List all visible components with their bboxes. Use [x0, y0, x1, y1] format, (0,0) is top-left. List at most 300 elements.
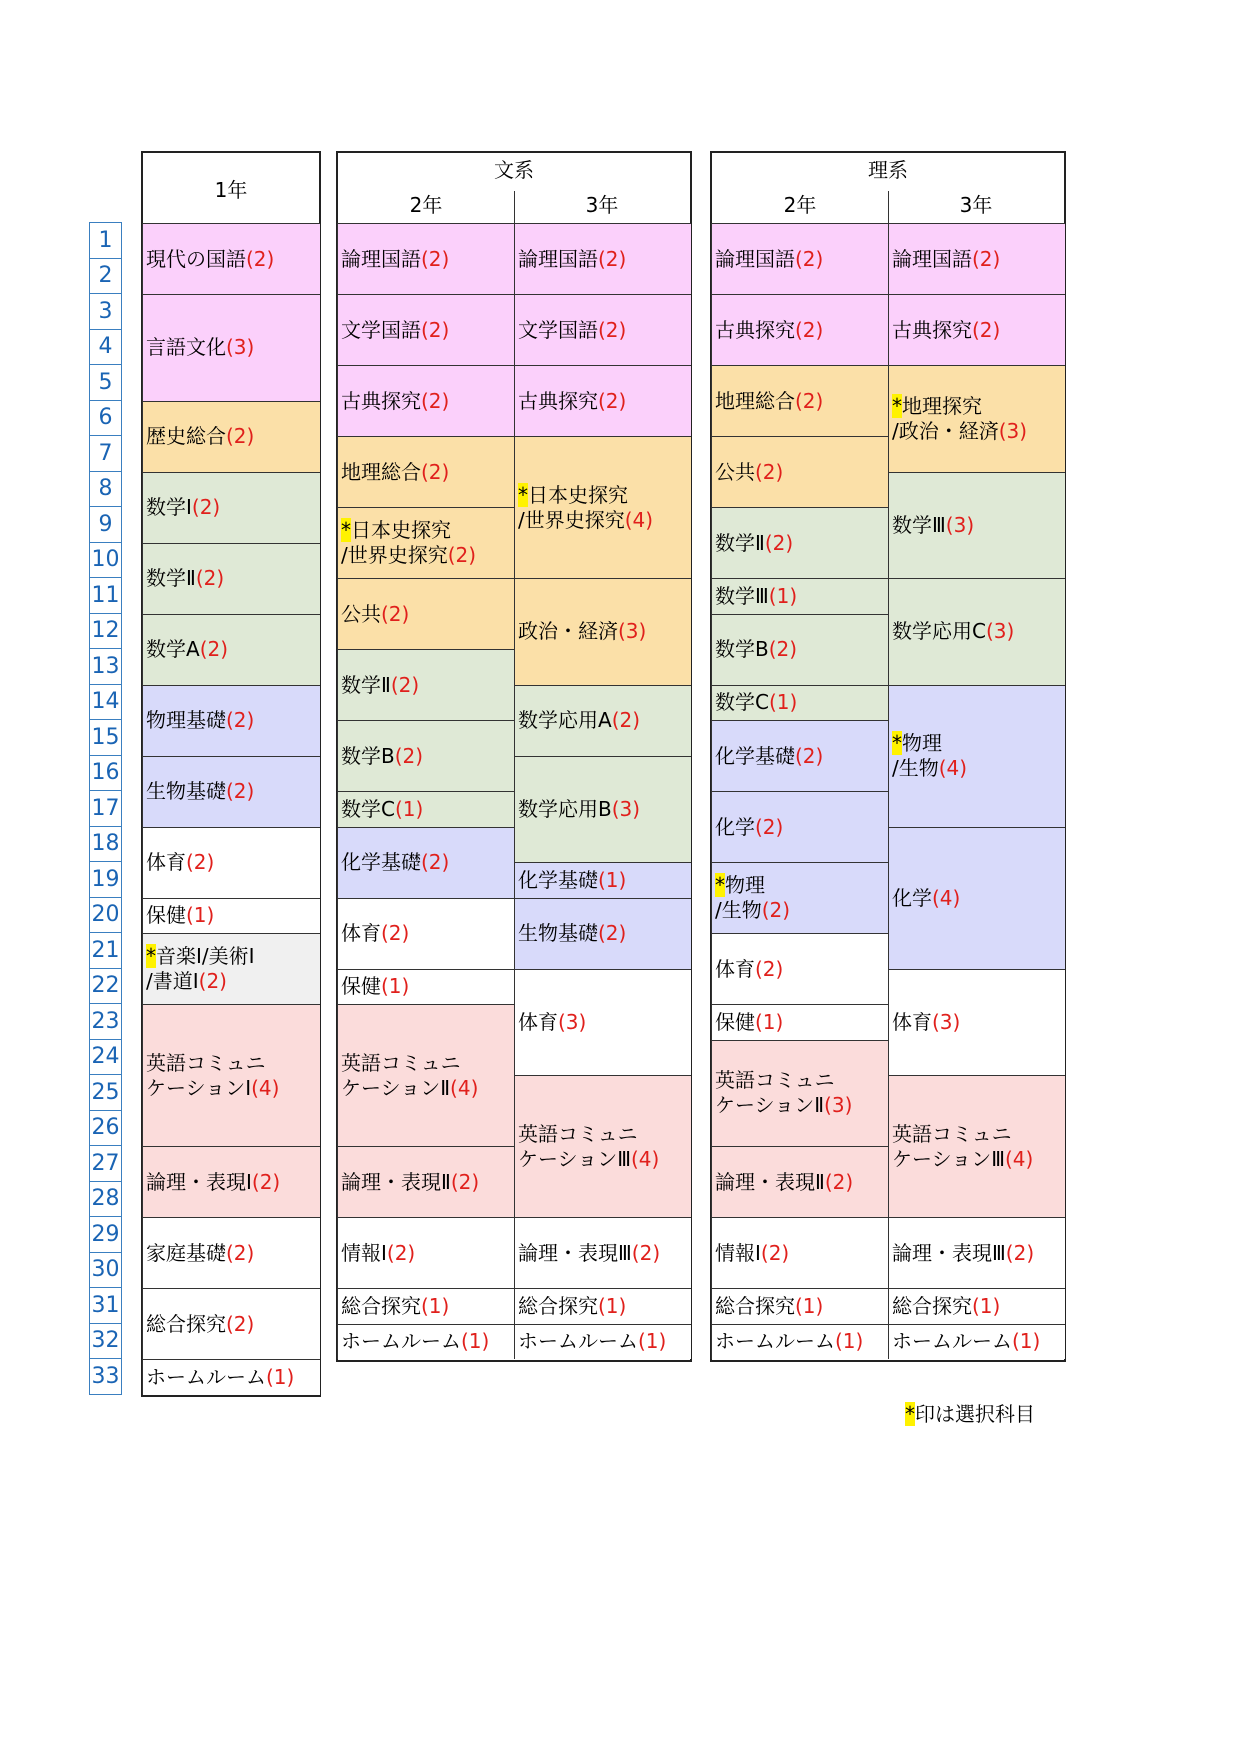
subject-cell	[337, 1288, 514, 1324]
credit-count: (1)	[461, 1329, 490, 1354]
subject-name: ケーションⅡ	[715, 1093, 825, 1118]
subject-name: /生物	[892, 756, 939, 780]
row-number: 4	[89, 329, 122, 366]
subject-cell	[888, 1288, 1065, 1324]
credit-count: (1)	[768, 583, 798, 608]
subject-name: ホームルーム	[715, 1329, 835, 1354]
subject-line	[146, 1051, 320, 1076]
row-number: 7	[89, 435, 122, 472]
subject-cell	[514, 1324, 691, 1360]
subject-cell	[711, 507, 888, 578]
subject-name: 体育	[146, 850, 186, 874]
subject-name: /世界史探究	[341, 543, 448, 567]
row-number: 16	[89, 755, 122, 792]
credit-count: (2)	[824, 1169, 854, 1194]
elective-star: *	[715, 873, 725, 897]
credit-count: (1)	[421, 1293, 450, 1318]
credit-count: (2)	[795, 388, 824, 413]
subject-line	[715, 531, 888, 556]
subject-line	[892, 1122, 1065, 1147]
subject-line	[146, 1312, 320, 1337]
credit-count: (1)	[381, 974, 410, 999]
subject-cell	[711, 1040, 888, 1147]
subject-name: 化学基礎	[715, 743, 795, 768]
subject-cell	[337, 1146, 514, 1217]
subject-line	[146, 850, 320, 875]
subject-cell	[142, 898, 320, 934]
credit-count: (1)	[1012, 1329, 1041, 1354]
subject-cell	[711, 1288, 888, 1324]
subject-line	[518, 1329, 691, 1354]
row-number: 10	[89, 542, 122, 579]
subject-line	[146, 944, 320, 969]
subject-name: 論理・表現Ⅲ	[892, 1240, 1006, 1265]
subject-line	[341, 543, 514, 568]
rikei-table	[710, 151, 1066, 1362]
subject-cell	[711, 791, 888, 862]
subject-name: /政治・経済	[892, 418, 999, 443]
subject-line	[341, 247, 514, 272]
subject-line	[146, 969, 320, 994]
subject-name: 化学基礎	[518, 867, 598, 892]
row-number: 27	[89, 1145, 122, 1182]
subject-cell	[711, 578, 888, 614]
bunkei-year2-header: 2年	[409, 192, 443, 217]
subject-name: ホームルーム	[146, 1364, 266, 1389]
credit-count: (2)	[598, 388, 627, 413]
subject-cell	[514, 969, 691, 1076]
subject-name: 物理基礎	[146, 708, 226, 732]
credit-count: (2)	[795, 743, 824, 768]
subject-cell	[514, 1288, 691, 1324]
subject-cell	[142, 401, 320, 472]
subject-cell	[514, 223, 691, 294]
subject-name: ケーションⅠ	[146, 1075, 252, 1100]
subject-cell	[514, 436, 691, 578]
subject-name: 文学国語	[341, 317, 421, 342]
credit-count: (2)	[226, 1240, 255, 1265]
subject-line	[341, 460, 514, 485]
subject-line	[715, 898, 888, 923]
credit-count: (2)	[394, 743, 424, 768]
row-number: 21	[89, 932, 122, 969]
credit-count: (2)	[226, 1311, 255, 1336]
credit-count: (3)	[558, 1009, 587, 1034]
credit-count: (1)	[598, 867, 627, 892]
credit-count: (2)	[755, 814, 784, 839]
subject-cell	[711, 436, 888, 507]
credit-count: (2)	[972, 246, 1001, 271]
credit-count: (2)	[421, 459, 450, 484]
subject-name: 化学	[892, 885, 932, 910]
subject-line	[146, 1076, 320, 1101]
subject-name: 数学A	[146, 637, 200, 661]
subject-cell	[337, 436, 514, 507]
subject-line	[715, 1068, 888, 1093]
row-number: 25	[89, 1074, 122, 1111]
subject-line	[146, 903, 320, 928]
elective-star: *	[518, 482, 528, 507]
subject-name: 数学Ⅱ	[341, 672, 391, 697]
subject-line	[341, 1076, 514, 1101]
subject-cell	[514, 1075, 691, 1217]
subject-line	[518, 619, 691, 644]
subject-cell	[888, 365, 1065, 472]
subject-line	[146, 637, 320, 662]
row-number: 15	[89, 719, 122, 756]
subject-line	[518, 318, 691, 343]
subject-name: 総合探究	[892, 1293, 972, 1318]
rikei-header: 理系	[868, 157, 908, 182]
subject-line	[715, 1010, 888, 1035]
credit-count: (4)	[631, 1146, 660, 1171]
subject-cell	[337, 294, 514, 365]
subject-name: ホームルーム	[518, 1329, 638, 1354]
subject-cell	[514, 294, 691, 365]
credit-count: (3)	[618, 619, 647, 644]
subject-line	[715, 744, 888, 769]
subject-name: 公共	[341, 601, 381, 626]
subject-cell	[337, 1004, 514, 1146]
subject-cell	[888, 294, 1065, 365]
row-number: 31	[89, 1287, 122, 1324]
subject-line	[146, 1365, 320, 1390]
row-number: 23	[89, 1003, 122, 1040]
subject-line	[341, 518, 514, 543]
subject-name: 英語コミュニ	[341, 1050, 461, 1075]
subject-line	[518, 1122, 691, 1147]
subject-line	[146, 779, 320, 804]
subject-line	[146, 566, 320, 591]
subject-cell	[514, 365, 691, 436]
subject-name: 情報Ⅰ	[715, 1240, 761, 1265]
subject-cell	[711, 614, 888, 685]
subject-line	[892, 886, 1065, 911]
credit-count: (2)	[381, 601, 410, 626]
subject-cell	[711, 1146, 888, 1217]
subject-line	[146, 424, 320, 449]
elective-star: *	[892, 731, 902, 755]
subject-line	[715, 389, 888, 414]
subject-name: 化学	[715, 814, 755, 839]
credit-count: (2)	[598, 921, 627, 945]
subject-cell	[711, 1324, 888, 1360]
subject-cell	[514, 578, 691, 685]
credit-count: (2)	[226, 424, 255, 448]
subject-cell	[142, 472, 320, 543]
credit-count: (2)	[755, 956, 784, 981]
subject-name: 英語コミュニ	[518, 1121, 638, 1146]
subject-name: 古典探究	[341, 388, 421, 413]
subject-cell	[142, 543, 320, 614]
subject-name: 言語文化	[146, 335, 226, 360]
subject-name: 総合探究	[715, 1293, 795, 1318]
credit-count: (1)	[768, 690, 798, 715]
subject-name: 情報Ⅰ	[341, 1240, 387, 1265]
subject-name: 数学Ⅲ	[715, 583, 769, 608]
elective-star: *	[892, 393, 902, 418]
subject-cell	[888, 1075, 1065, 1217]
credit-count: (1)	[266, 1364, 295, 1389]
credit-count: (2)	[251, 1169, 281, 1194]
subject-cell	[142, 1359, 320, 1395]
subject-name: 英語コミュニ	[715, 1068, 835, 1093]
subject-name: 体育	[715, 956, 755, 981]
subject-line	[341, 1170, 514, 1195]
subject-cell	[337, 649, 514, 720]
credit-count: (2)	[795, 317, 824, 342]
subject-name: 数学応用B	[518, 796, 612, 821]
subject-cell	[711, 685, 888, 721]
subject-name: 物理	[725, 873, 765, 897]
subject-cell	[711, 365, 888, 436]
subject-line	[341, 921, 514, 946]
row-number: 20	[89, 897, 122, 934]
subject-name: 地理総合	[715, 388, 795, 413]
subject-line	[518, 1294, 691, 1319]
subject-cell	[711, 933, 888, 1004]
subject-name: ホームルーム	[341, 1329, 461, 1354]
subject-cell	[337, 507, 514, 578]
row-number: 22	[89, 968, 122, 1005]
subject-line	[715, 873, 888, 898]
subject-cell	[337, 578, 514, 649]
subject-name: 生物基礎	[146, 779, 226, 803]
subject-name: ケーションⅢ	[892, 1146, 1005, 1171]
subject-line	[892, 1241, 1065, 1266]
subject-line	[341, 974, 514, 999]
elective-note	[905, 1398, 1035, 1427]
subject-line	[892, 247, 1065, 272]
subject-line	[892, 731, 1065, 756]
subject-cell	[142, 223, 320, 294]
subject-name: 化学基礎	[341, 850, 421, 874]
subject-cell	[514, 1217, 691, 1288]
credit-count: (2)	[191, 495, 221, 519]
subject-name: 古典探究	[892, 317, 972, 342]
subject-name: 総合探究	[146, 1311, 226, 1336]
credit-count: (2)	[390, 672, 420, 697]
subject-name: 保健	[715, 1009, 755, 1034]
subject-name: 物理	[902, 731, 942, 755]
rikei-year2-header: 2年	[783, 192, 817, 217]
subject-cell	[888, 1217, 1065, 1288]
subject-cell	[888, 1324, 1065, 1360]
subject-line	[892, 1010, 1065, 1035]
credit-count: (1)	[795, 1293, 824, 1318]
subject-line	[341, 1294, 514, 1319]
subject-line	[341, 1241, 514, 1266]
subject-line	[715, 460, 888, 485]
credit-count: (2)	[198, 969, 227, 993]
subject-line	[146, 1170, 320, 1195]
row-number: 19	[89, 861, 122, 898]
subject-line	[146, 247, 320, 272]
subject-name: 日本史探究	[528, 482, 628, 507]
subject-cell	[337, 898, 514, 969]
subject-name: 数学Ⅲ	[892, 512, 946, 537]
credit-count: (2)	[386, 1240, 416, 1265]
subject-name: 生物基礎	[518, 921, 598, 945]
subject-line	[341, 602, 514, 627]
credit-count: (2)	[195, 566, 225, 590]
credit-count: (4)	[251, 1075, 280, 1100]
subject-line	[146, 708, 320, 733]
subject-line	[146, 495, 320, 520]
star-marker: *	[905, 1402, 915, 1426]
bunkei-table	[336, 151, 692, 1362]
subject-line	[715, 1093, 888, 1118]
bunkei-header: 文系	[494, 157, 534, 182]
subject-cell	[142, 933, 320, 1004]
row-number: 26	[89, 1110, 122, 1147]
subject-line	[715, 815, 888, 840]
credit-count: (2)	[421, 388, 450, 413]
subject-name: 政治・経済	[518, 619, 618, 644]
subject-cell	[142, 614, 320, 685]
subject-cell	[142, 1146, 320, 1217]
credit-count: (2)	[795, 246, 824, 271]
subject-name: 古典探究	[715, 317, 795, 342]
subject-name: 英語コミュニ	[892, 1121, 1012, 1146]
credit-count: (2)	[447, 543, 477, 567]
subject-name: 数学B	[341, 743, 395, 768]
subject-line	[892, 619, 1065, 644]
credit-count: (2)	[761, 898, 791, 922]
subject-name: 公共	[715, 459, 755, 484]
subject-name: 英語コミュニ	[146, 1050, 266, 1075]
credit-count: (3)	[985, 619, 1015, 644]
subject-cell	[514, 862, 691, 898]
subject-name: 総合探究	[341, 1293, 421, 1318]
subject-name: 数学Ⅰ	[146, 495, 192, 519]
credit-count: (1)	[755, 1009, 784, 1034]
subject-name: 家庭基礎	[146, 1240, 226, 1265]
subject-cell	[711, 294, 888, 365]
credit-count: (3)	[932, 1009, 961, 1034]
subject-cell	[142, 294, 320, 401]
elective-star: *	[146, 944, 156, 968]
subject-line	[892, 1329, 1065, 1354]
subject-cell	[337, 1324, 514, 1360]
subject-line	[341, 1051, 514, 1076]
subject-name: 音楽Ⅰ/美術Ⅰ	[156, 944, 255, 968]
row-number: 13	[89, 648, 122, 685]
credit-count: (4)	[624, 507, 654, 532]
year1-table	[141, 151, 321, 1397]
note-text: 印は選択科目	[915, 1402, 1035, 1426]
subject-cell	[142, 756, 320, 827]
subject-line	[715, 957, 888, 982]
credit-count: (1)	[835, 1329, 864, 1354]
subject-line	[518, 247, 691, 272]
credit-count: (1)	[598, 1293, 627, 1318]
row-number: 8	[89, 471, 122, 508]
subject-line	[146, 335, 320, 360]
subject-name: 数学Ⅱ	[146, 566, 196, 590]
subject-cell	[711, 720, 888, 791]
subject-cell	[337, 720, 514, 791]
credit-count: (2)	[1005, 1240, 1035, 1265]
subject-cell	[337, 365, 514, 436]
subject-cell	[888, 827, 1065, 969]
subject-name: 地理総合	[341, 459, 421, 484]
subject-name: 論理・表現Ⅲ	[518, 1240, 632, 1265]
credit-count: (2)	[421, 850, 450, 874]
subject-cell	[337, 1217, 514, 1288]
subject-line	[341, 850, 514, 875]
subject-line	[892, 513, 1065, 538]
row-number: 12	[89, 613, 122, 650]
credit-count: (4)	[1005, 1146, 1034, 1171]
subject-line	[715, 1329, 888, 1354]
subject-name: /生物	[715, 898, 762, 922]
elective-star: *	[341, 518, 351, 542]
row-number: 17	[89, 790, 122, 827]
subject-name: 論理・表現Ⅰ	[146, 1169, 252, 1194]
credit-count: (3)	[226, 335, 255, 360]
credit-count: (2)	[631, 1240, 661, 1265]
subject-cell	[142, 1288, 320, 1359]
subject-cell	[888, 685, 1065, 827]
credit-count: (2)	[421, 317, 450, 342]
credit-count: (2)	[611, 708, 641, 732]
year1-header: 1年	[214, 177, 248, 202]
credit-count: (2)	[450, 1169, 480, 1194]
subject-cell	[142, 1217, 320, 1288]
row-number: 18	[89, 826, 122, 863]
subject-name: 体育	[518, 1009, 558, 1034]
credit-count: (2)	[598, 246, 627, 271]
subject-line	[518, 921, 691, 946]
subject-line	[518, 483, 691, 508]
subject-line	[892, 419, 1065, 444]
credit-count: (1)	[394, 796, 424, 821]
credit-count: (2)	[186, 850, 215, 874]
credit-count: (4)	[450, 1075, 479, 1100]
row-number: 5	[89, 364, 122, 401]
subject-line	[341, 744, 514, 769]
credit-count: (2)	[760, 1240, 790, 1265]
subject-line	[518, 708, 691, 733]
subject-name: 体育	[892, 1009, 932, 1034]
subject-line	[341, 673, 514, 698]
subject-cell	[514, 685, 691, 756]
subject-name: 論理・表現Ⅱ	[715, 1169, 825, 1194]
subject-cell	[888, 969, 1065, 1076]
subject-name: ケーションⅡ	[341, 1075, 451, 1100]
subject-name: 論理・表現Ⅱ	[341, 1169, 451, 1194]
row-number: 29	[89, 1216, 122, 1253]
row-number: 28	[89, 1181, 122, 1218]
subject-name: 数学C	[341, 796, 395, 821]
credit-count: (2)	[226, 779, 255, 803]
row-number: 2	[89, 258, 122, 295]
subject-name: 論理国語	[715, 246, 795, 271]
credit-count: (2)	[199, 637, 229, 661]
credit-count: (3)	[998, 418, 1028, 443]
row-number: 1	[89, 222, 122, 259]
subject-line	[518, 1010, 691, 1035]
subject-line	[715, 1294, 888, 1319]
subject-cell	[337, 969, 514, 1005]
credit-count: (2)	[755, 459, 784, 484]
row-number: 6	[89, 400, 122, 437]
credit-count: (3)	[824, 1093, 853, 1118]
credit-count: (1)	[186, 903, 215, 928]
credit-count: (2)	[768, 637, 798, 661]
subject-line	[518, 797, 691, 822]
